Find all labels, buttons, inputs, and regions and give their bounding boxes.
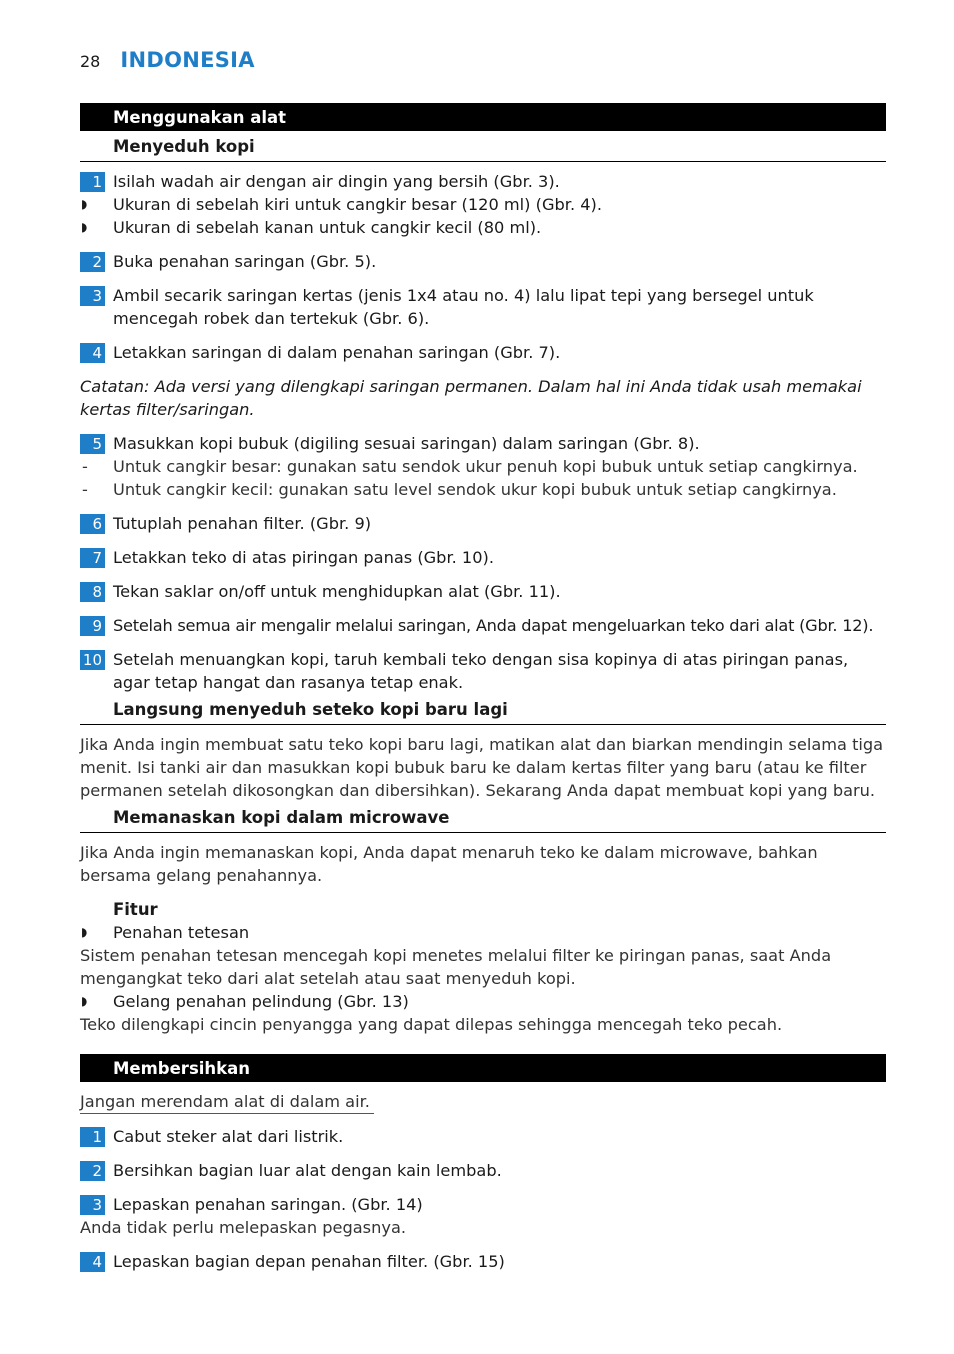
page-content [80,103,886,1273]
features-heading: Fitur [113,900,158,919]
step-text: Tutuplah penahan filter. (Gbr. 9) [113,514,372,533]
step-text: Lepaskan penahan saringan. (Gbr. 14) [113,1195,423,1214]
note-text: Catatan: Ada versi yang dilengkapi saringan permanen. Dalam hal ini Anda tidak usah memakai kertas filter/saringan. [80,377,862,419]
paragraph-microwave: Jika Anda ingin memanaskan kopi, Anda dapat menaruh teko ke dalam microwave, bahkan bersama gelang penahannya. [80,843,818,885]
step-number: 10 [80,650,105,670]
step-2 [80,250,886,273]
step-text: Cabut steker alat dari listrik. [113,1127,344,1146]
feature-description: Sistem penahan tetesan mencegah kopi menetes melalui filter ke piringan panas, saat Anda mengangkat teko dari alat setelah atau saat menyeduh kopi. [80,946,832,988]
step-text: Lepaskan bagian depan penahan filter. (Gbr. 15) [113,1252,505,1271]
dash-item: - Untuk cangkir besar: gunakan satu sendok ukur penuh kopi bubuk untuk setiap cangkirnya. [82,457,858,476]
subheading-microwave: Memanaskan kopi dalam microwave [80,802,886,833]
clean-step-2 [80,1159,886,1182]
step-text: Bersihkan bagian luar alat dengan kain lembab. [113,1161,502,1180]
step-text: Letakkan saringan di dalam penahan saringan (Gbr. 7). [113,343,561,362]
step-3 [80,284,886,330]
subheading-brew-again: Langsung menyeduh seteko kopi baru lagi [80,694,886,725]
step-number: 6 [80,514,105,534]
bullet-item [80,193,886,216]
section-header-cleaning: Membersihkan [80,1054,886,1082]
dash-text: Untuk cangkir kecil: gunakan satu level sendok ukur kopi bubuk untuk setiap cangkirnya. [113,480,837,499]
section-header-usage: Menggunakan alat [80,103,886,131]
step-note: Anda tidak perlu melepaskan pegasnya. [80,1218,407,1237]
step-8 [80,580,886,603]
step-number: 4 [80,343,105,363]
bullet-text: Gelang penahan pelindung (Gbr. 13) [113,992,409,1011]
bullet-item [80,990,886,1013]
step-6 [80,512,886,535]
bullet-icon: ◗ [81,925,88,939]
bullet-icon: ◗ [81,994,88,1008]
step-number: 2 [80,252,105,272]
step-1 [80,170,886,193]
bullet-text: Ukuran di sebelah kanan untuk cangkir kecil (80 ml). [113,218,542,237]
dash-item: - Untuk cangkir kecil: gunakan satu level sendok ukur kopi bubuk untuk setiap cangkirnya. [82,480,837,499]
paragraph-brew-again: Jika Anda ingin membuat satu teko kopi baru lagi, matikan alat dan biarkan mendingin selama tiga menit. Isi tanki air dan masukkan kopi bubuk baru ke dalam kertas filter yang baru (atau ke filter permanen setelah dikosongkan dan dibersihkan). Sekarang Anda dapat membuat kopi yang baru. [80,735,884,800]
step-text: Masukkan kopi bubuk (digiling sesuai saringan) dalam saringan (Gbr. 8). [113,434,700,453]
step-number: 3 [80,286,105,306]
page-header [80,48,255,74]
step-5 [80,432,886,455]
step-text: Setelah semua air mengalir melalui saringan, Anda dapat mengeluarkan teko dari alat (Gbr. 12). [113,616,874,635]
bullet-item [80,216,886,239]
step-text: Setelah menuangkan kopi, taruh kembali teko dengan sisa kopinya di atas piringan panas, agar tetap hangat dan rasanya tetap enak. [113,650,849,692]
page-number: 28 [80,52,101,71]
bullet-icon: ◗ [81,220,88,234]
step-7 [80,546,886,569]
bullet-icon: ◗ [81,197,88,211]
step-number: 9 [80,616,105,636]
step-text: Isilah wadah air dengan air dingin yang bersih (Gbr. 3). [113,172,560,191]
step-number: 1 [80,1127,105,1147]
step-number: 2 [80,1161,105,1181]
step-text: Ambil secarik saringan kertas (jenis 1x4 atau no. 4) lalu lipat tepi yang bersegel untuk mencegah robek dan tertekuk (Gbr. 6). [113,286,814,328]
language-title: INDONESIA [120,48,255,72]
subheading-brew: Menyeduh kopi [80,131,886,162]
step-number: 1 [80,172,105,192]
step-number: 3 [80,1195,105,1215]
bullet-item [80,921,886,944]
step-number: 4 [80,1252,105,1272]
clean-step-3 [80,1193,886,1216]
step-text: Letakkan teko di atas piringan panas (Gbr. 10). [113,548,494,567]
step-number: 8 [80,582,105,602]
step-number: 7 [80,548,105,568]
feature-description: Teko dilengkapi cincin penyangga yang dapat dilepas sehingga mencegah teko pecah. [80,1015,783,1034]
step-text: Tekan saklar on/off untuk menghidupkan alat (Gbr. 11). [113,582,561,601]
step-10 [80,648,886,694]
clean-step-4 [80,1250,886,1273]
step-number: 5 [80,434,105,454]
dash-text: Untuk cangkir besar: gunakan satu sendok ukur penuh kopi bubuk untuk setiap cangkirnya. [113,457,858,476]
step-text: Buka penahan saringan (Gbr. 5). [113,252,377,271]
clean-step-1 [80,1125,886,1148]
step-9 [80,614,886,637]
warning-text: Jangan merendam alat di dalam air. [80,1090,374,1114]
step-4 [80,341,886,364]
bullet-text: Ukuran di sebelah kiri untuk cangkir besar (120 ml) (Gbr. 4). [113,195,602,214]
bullet-text: Penahan tetesan [113,923,250,942]
